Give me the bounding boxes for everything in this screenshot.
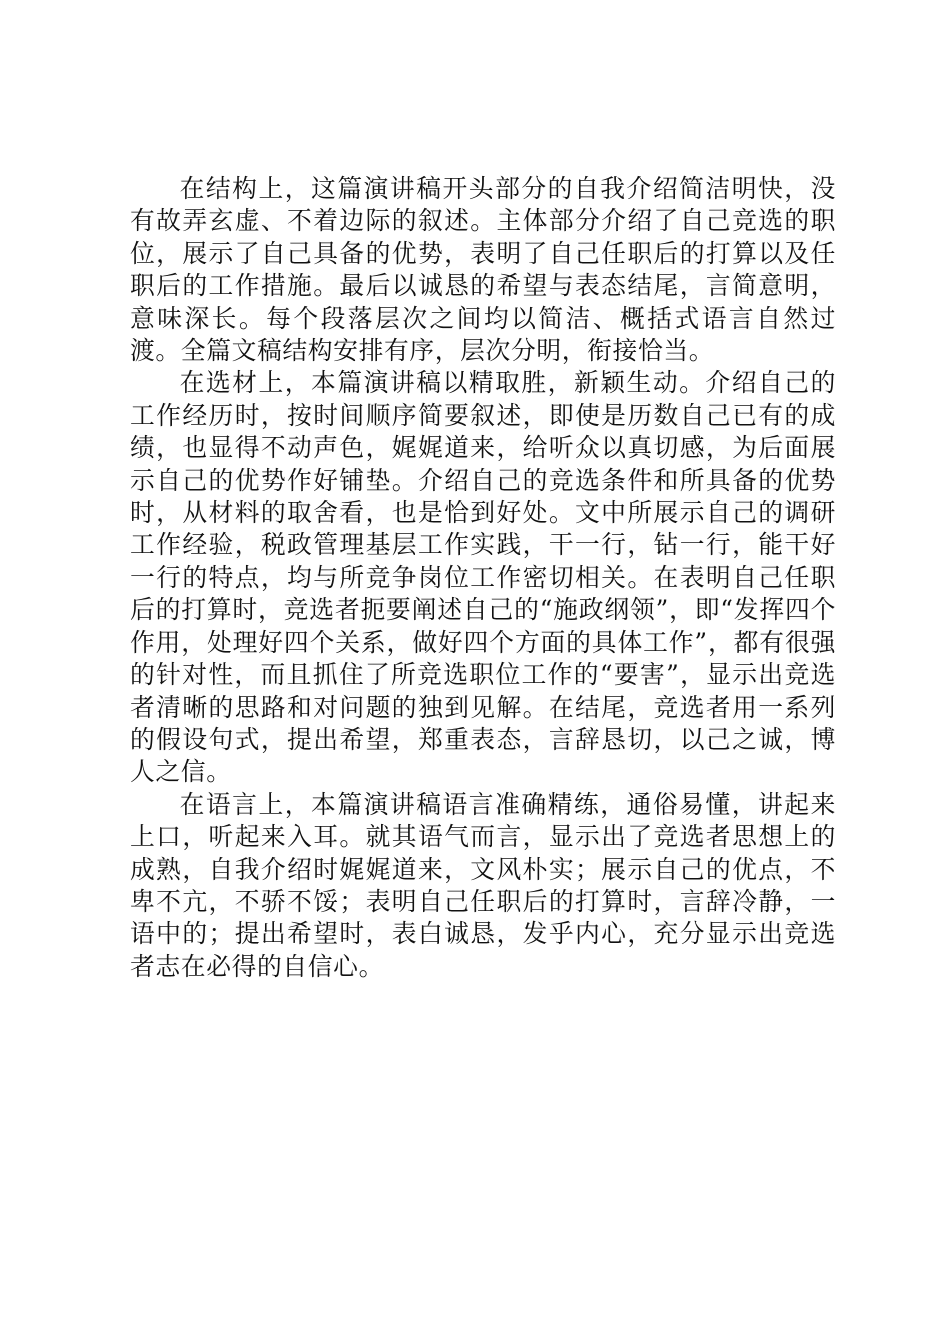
paragraph-structure: 在结构上，这篇演讲稿开头部分的自我介绍简洁明快，没有故弄玄虚、不着边际的叙述。主体部分介绍了自己竞选的职位，展示了自己具备的优势，表明了自己任职后的打算以及任职后的工作措施。最后以诚恳的希望与表态结尾，言简意明，意味深长。每个段落层次之间均以简洁、概括式语言自然过渡。全篇文稿结构安排有序，层次分明，衔接恰当。 [130,174,836,366]
paragraph-material: 在选材上，本篇演讲稿以精取胜，新颖生动。介绍自己的工作经历时，按时间顺序简要叙述，即使是历数自己已有的成绩，也显得不动声色，娓娓道来，给听众以真切感，为后面展示自己的优势作好铺垫。介绍自己的竞选条件和所具备的优势时，从材料的取舍看，也是恰到好处。文中所展示自己的调研工作经验，税政管理基层工作实践，干一行，钻一行，能干好一行的特点，均与所竞争岗位工作密切相关。在表明自己任职后的打算时，竞选者扼要阐述自己的“施政纲领”，即“发挥四个作用，处理好四个关系，做好四个方面的具体工作”，都有很强的针对性，而且抓住了所竞选职位工作的“要害”，显示出竞选者清晰的思路和对问题的独到见解。在结尾，竞选者用一系列的假设句式，提出希望，郑重表态，言辞恳切，以己之诚，博人之信。 [130,368,836,787]
document-body [130,173,836,983]
paragraph-language: 在语言上，本篇演讲稿语言准确精练，通俗易懂，讲起来上口，听起来入耳。就其语气而言，显示出了竞选者思想上的成熟，自我介绍时娓娓道来，文风朴实；展示自己的优点，不卑不亢，不骄不馁；表明自己任职后的打算时，言辞冷静，一语中的；提出希望时，表白诚恳，发乎内心，充分显示出竞选者志在必得的自信心。 [130,789,836,981]
